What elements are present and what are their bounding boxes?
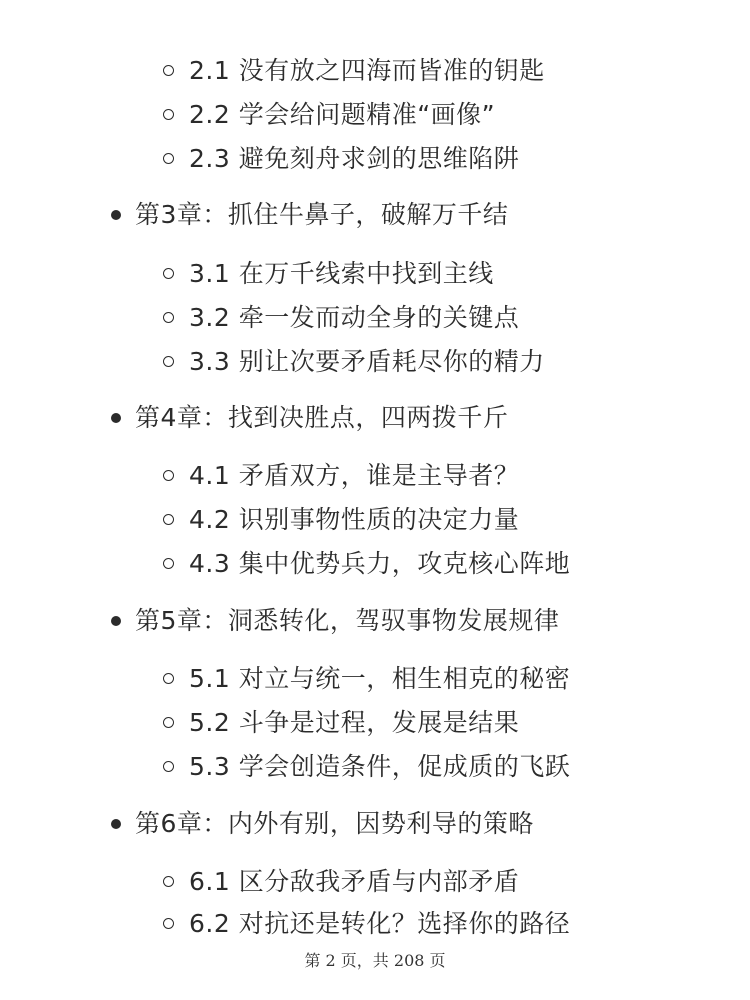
hollow-bullet-icon [163,356,174,367]
toc-section-text: 5.2 斗争是过程，发展是结果 [189,708,520,737]
hollow-bullet-icon [163,268,174,279]
hollow-bullet-icon [163,470,174,481]
hollow-bullet-icon [163,761,174,772]
hollow-bullet-icon [163,918,174,929]
filled-bullet-icon [111,819,121,829]
toc-section-text: 3.1 在万千线索中找到主线 [189,259,494,288]
toc-section-text: 5.3 学会创造条件，促成质的飞跃 [189,752,571,781]
toc-section-text: 4.3 集中优势兵力，攻克核心阵地 [189,549,571,578]
toc-section-text: 5.1 对立与统一，相生相克的秘密 [189,664,571,693]
hollow-bullet-icon [163,153,174,164]
toc-section-text: 6.2 对抗还是转化？选择你的路径 [189,909,571,938]
hollow-bullet-icon [163,717,174,728]
toc-chapter-text: 第3章：抓住牛鼻子，破解万千结 [135,200,509,229]
toc-section-text: 2.2 学会给问题精准“画像” [189,100,496,129]
toc-chapter-text: 第5章：洞悉转化，驾驭事物发展规律 [135,606,560,635]
hollow-bullet-icon [163,673,174,684]
toc-section-text: 2.3 避免刻舟求剑的思维陷阱 [189,144,520,173]
toc-section-text: 3.2 牵一发而动全身的关键点 [189,303,520,332]
hollow-bullet-icon [163,876,174,887]
toc-section-text: 3.3 别让次要矛盾耗尽你的精力 [189,347,545,376]
toc-section-text: 6.1 区分敌我矛盾与内部矛盾 [189,867,520,896]
toc-chapter-text: 第4章：找到决胜点，四两拨千斤 [135,403,509,432]
filled-bullet-icon [111,616,121,626]
toc-section-text: 4.1 矛盾双方，谁是主导者？ [189,461,520,490]
page-indicator: 第 2 页，共 208 页 [304,951,446,970]
hollow-bullet-icon [163,109,174,120]
hollow-bullet-icon [163,514,174,525]
hollow-bullet-icon [163,65,174,76]
hollow-bullet-icon [163,312,174,323]
hollow-bullet-icon [163,558,174,569]
toc-section-text: 4.2 识别事物性质的决定力量 [189,505,520,534]
toc-section-text: 2.1 没有放之四海而皆准的钥匙 [189,56,545,85]
toc-chapter-text: 第6章：内外有别，因势利导的策略 [135,809,534,838]
filled-bullet-icon [111,413,121,423]
filled-bullet-icon [111,210,121,220]
